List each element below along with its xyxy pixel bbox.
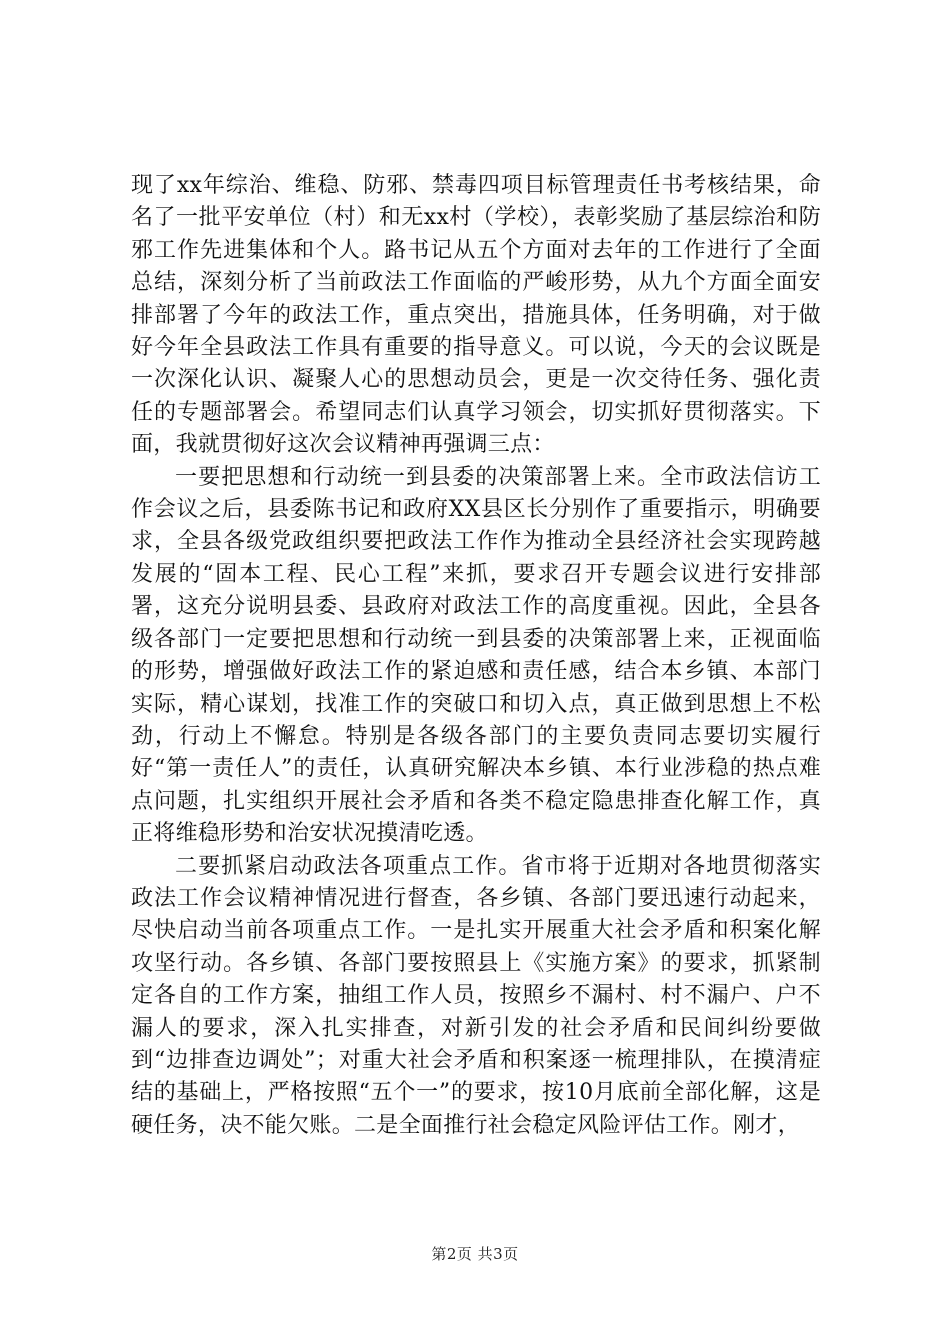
document-body [131,170,821,1142]
paragraph-continued: 现了xx年综治、维稳、防邪、禁毒四项目标管理责任书考核结果，命名了一批平安单位（村）和无xx村（学校），表彰奖励了基层综治和防邪工作先进集体和个人。路书记从五个方面对去年的工作进行了全面总结，深刻分析了当前政法工作面临的严峻形势，从九个方面全面安排部署了今年的政法工作，重点突出，措施具体，任务明确，对于做好今年全县政法工作具有重要的指导意义。可以说，今天的会议既是一次深化认识、凝聚人心的思想动员会，更是一次交待任务、强化责任的专题部署会。希望同志们认真学习领会，切实抓好贯彻落实。下面，我就贯彻好这次会议精神再强调三点： [131,173,821,458]
page-number-footer: 第2页 共3页 [431,1245,519,1263]
paragraph-point-one: 一要把思想和行动统一到县委的决策部署上来。全市政法信访工作会议之后，县委陈书记和政府XX县区长分别作了重要指示，明确要求，全县各级党政组织要把政法工作作为推动全县经济社会实现跨越发展的“固本工程、民心工程”来抓，要求召开专题会议进行安排部署，这充分说明县委、县政府对政法工作的高度重视。因此，全县各级各部门一定要把思想和行动统一到县委的决策部署上来，正视面临的形势，增强做好政法工作的紧迫感和责任感，结合本乡镇、本部门实际，精心谋划，找准工作的突破口和切入点，真正做到思想上不松劲，行动上不懈怠。特别是各级各部门的主要负责同志要切实履行好“第一责任人”的责任，认真研究解决本乡镇、本行业涉稳的热点难点问题，扎实组织开展社会矛盾和各类不稳定隐患排查化解工作，真正将维稳形势和治安状况摸清吃透。 [131,464,821,847]
paragraph-point-two: 二要抓紧启动政法各项重点工作。省市将于近期对各地贯彻落实政法工作会议精神情况进行督查，各乡镇、各部门要迅速行动起来，尽快启动当前各项重点工作。一是扎实开展重大社会矛盾和积案化解攻坚行动。各乡镇、各部门要按照县上《实施方案》的要求，抓紧制定各自的工作方案，抽组工作人员，按照乡不漏村、村不漏户、户不漏人的要求，深入扎实排查，对新引发的社会矛盾和民间纠纷要做到“边排查边调处”；对重大社会矛盾和积案逐一梳理排队，在摸清症结的基础上，严格按照“五个一”的要求，按10月底前全部化解，这是硬任务，决不能欠账。二是全面推行社会稳定风险评估工作。刚才， [131,853,821,1138]
